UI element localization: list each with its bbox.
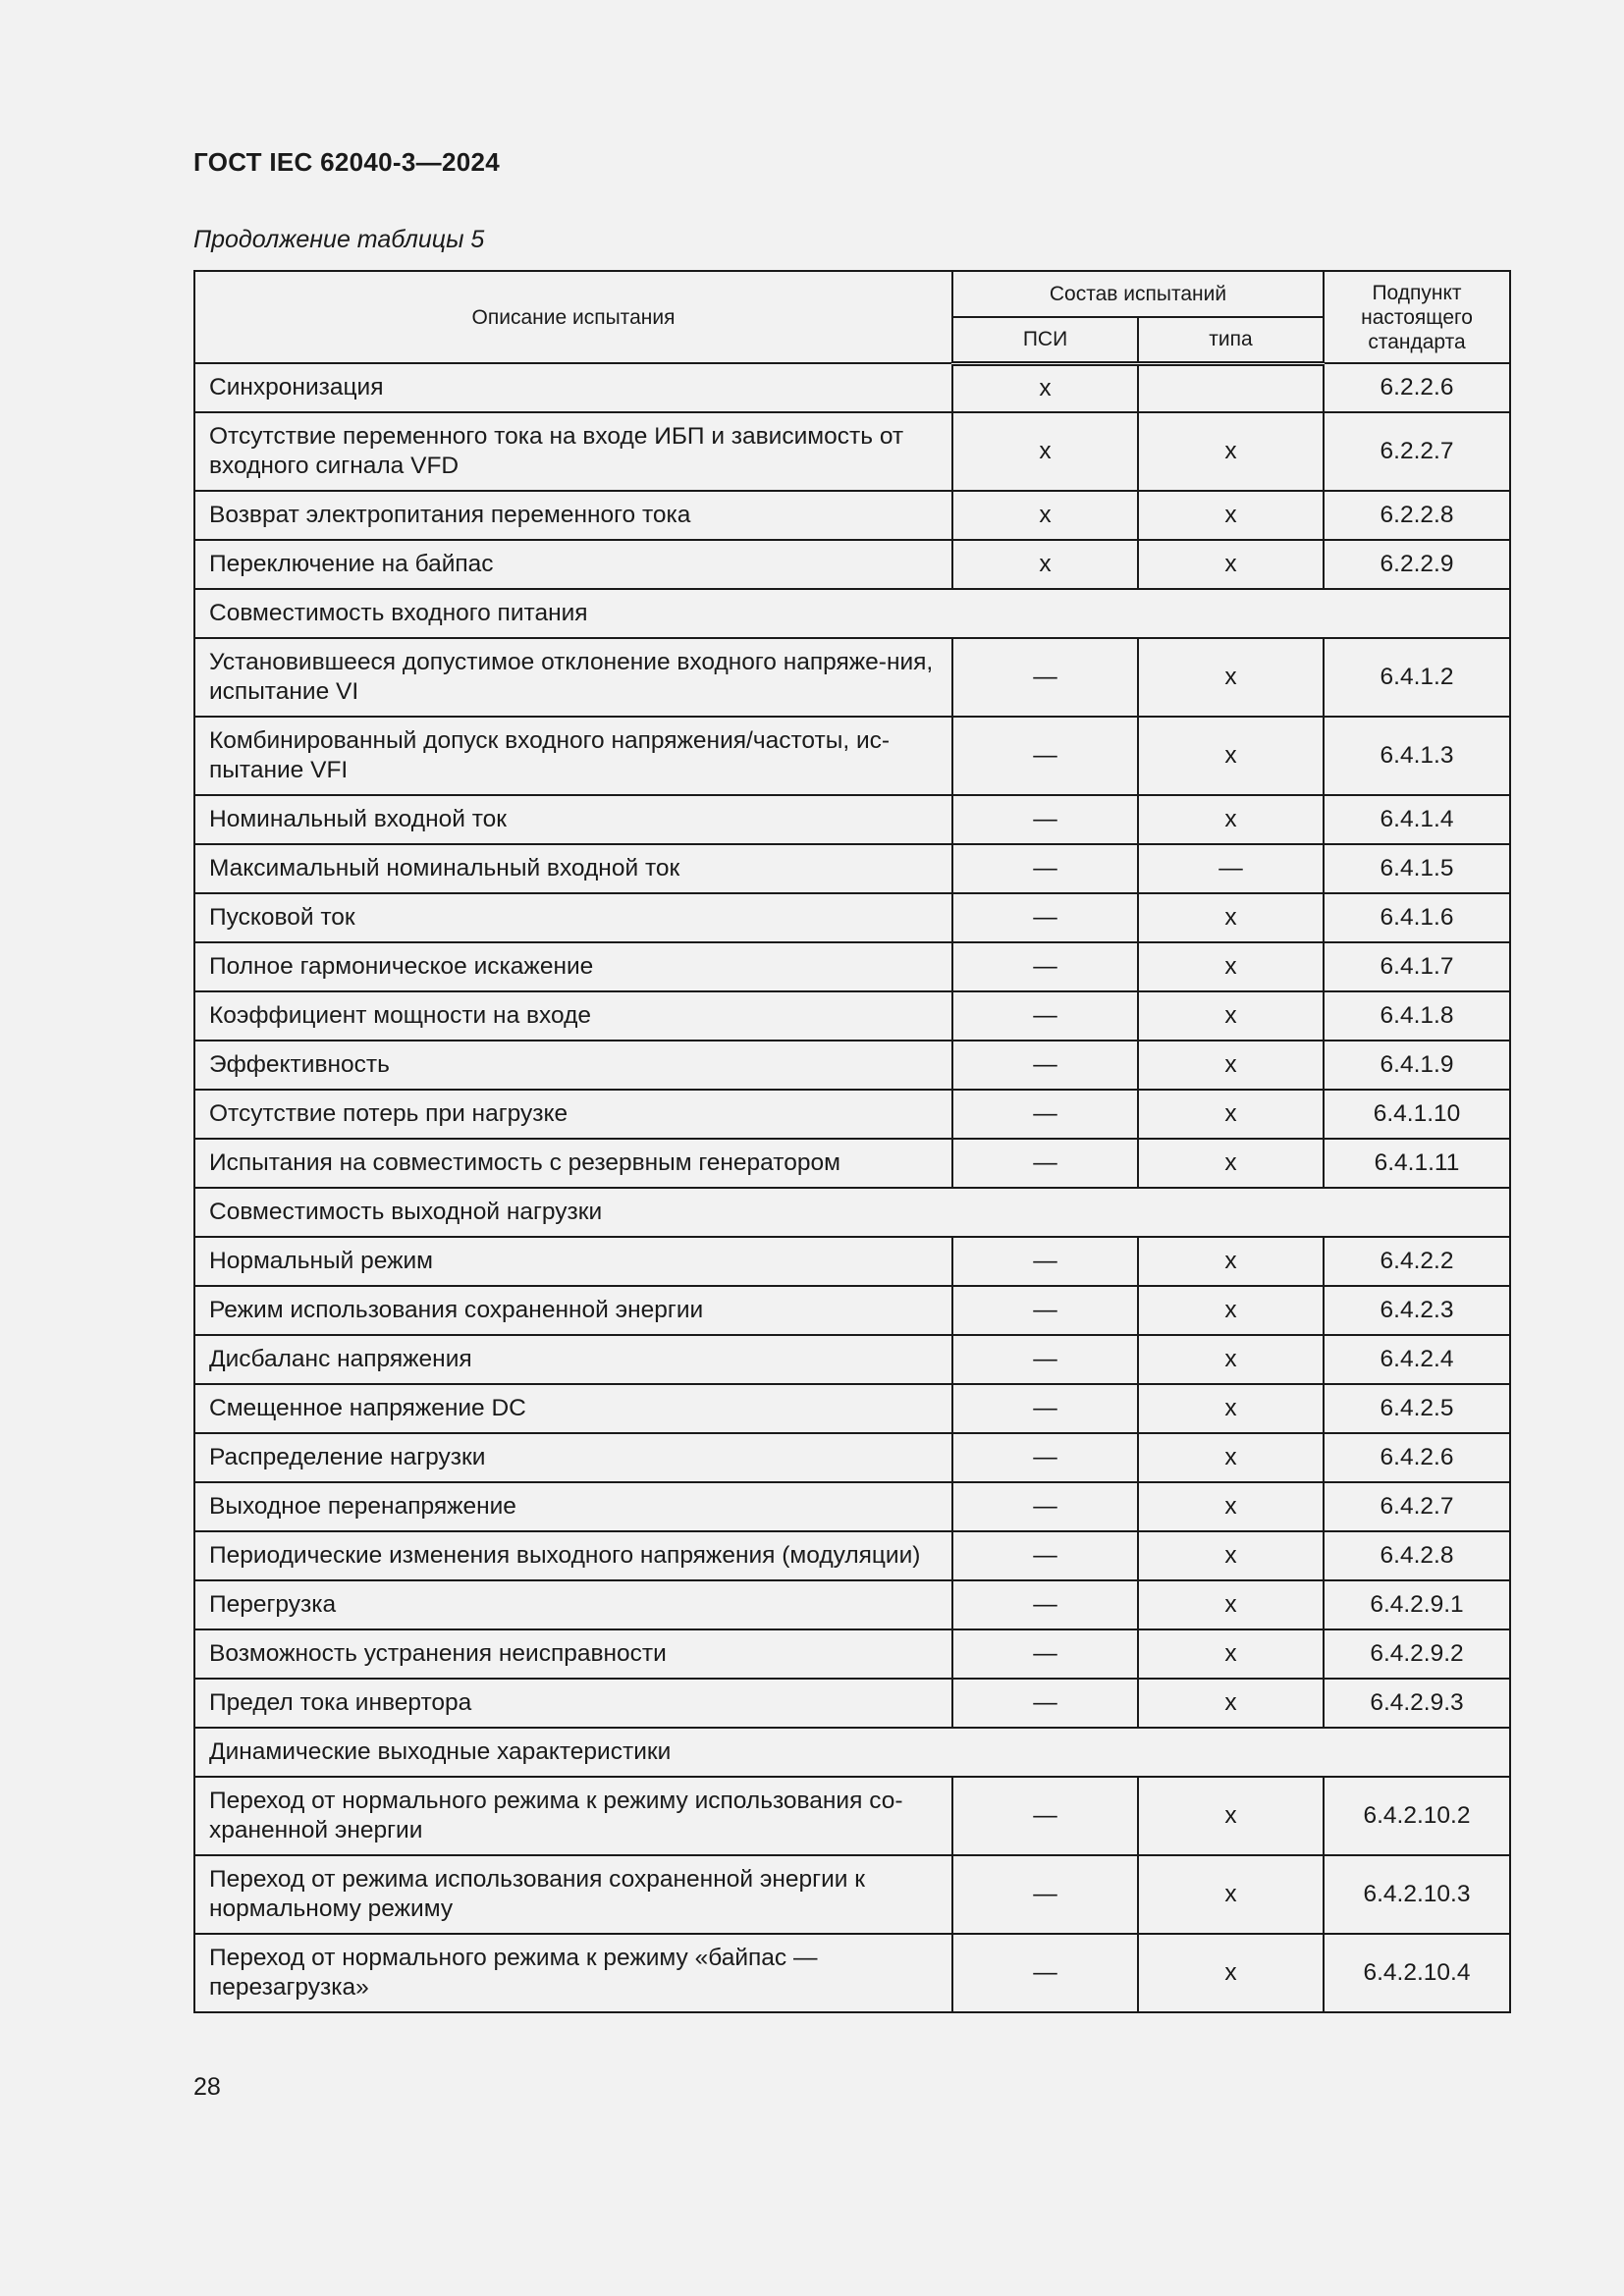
table-caption: Продолжение таблицы 5 [193,226,485,253]
cell-reference: 6.4.2.9.2 [1324,1629,1510,1679]
cell-description: Комбинированный допуск входного напряжения/частоты, ис-пытание VFI [194,717,952,795]
table-row [194,1482,1510,1531]
cell-reference: 6.4.1.9 [1324,1041,1510,1090]
cell-type: х [1138,638,1324,717]
cell-description: Переключение на байпас [194,540,952,589]
cell-reference: 6.4.1.3 [1324,717,1510,795]
cell-psi: — [952,991,1138,1041]
cell-type [1138,363,1324,412]
cell-psi: — [952,942,1138,991]
cell-type: х [1138,540,1324,589]
cell-description: Номинальный входной ток [194,795,952,844]
cell-psi: — [952,1679,1138,1728]
cell-type: х [1138,991,1324,1041]
cell-description: Полное гармоническое искажение [194,942,952,991]
cell-psi: — [952,1090,1138,1139]
cell-psi: — [952,1237,1138,1286]
cell-reference: 6.4.2.9.1 [1324,1580,1510,1629]
cell-type: х [1138,1237,1324,1286]
cell-reference: 6.4.2.7 [1324,1482,1510,1531]
column-header-psi: ПСИ [952,317,1138,363]
cell-type: х [1138,1335,1324,1384]
cell-description: Нормальный режим [194,1237,952,1286]
cell-description: Установившееся допустимое отклонение входного напряже-ния, испытание VI [194,638,952,717]
table-row [194,1855,1510,1934]
cell-type: х [1138,1286,1324,1335]
column-header-composition: Состав испытаний [952,271,1324,317]
cell-psi: — [952,1855,1138,1934]
cell-type: х [1138,1433,1324,1482]
cell-psi: — [952,893,1138,942]
cell-type: х [1138,1139,1324,1188]
cell-psi: х [952,363,1138,412]
section-row [194,1188,1510,1237]
table-row [194,540,1510,589]
table-row [194,844,1510,893]
table-row [194,717,1510,795]
cell-reference: 6.4.1.6 [1324,893,1510,942]
cell-type: х [1138,1384,1324,1433]
table-row [194,1531,1510,1580]
cell-psi: х [952,540,1138,589]
cell-reference: 6.4.1.5 [1324,844,1510,893]
cell-reference: 6.4.1.10 [1324,1090,1510,1139]
cell-psi: — [952,1335,1138,1384]
cell-type: х [1138,893,1324,942]
cell-type: х [1138,1855,1324,1934]
cell-description: Отсутствие переменного тока на входе ИБП и зависимость от входного сигнала VFD [194,412,952,491]
cell-psi: — [952,638,1138,717]
cell-type: х [1138,1090,1324,1139]
cell-reference: 6.4.2.3 [1324,1286,1510,1335]
cell-reference: 6.4.2.10.4 [1324,1934,1510,2012]
cell-psi: — [952,795,1138,844]
cell-type: х [1138,1041,1324,1090]
cell-reference: 6.4.2.2 [1324,1237,1510,1286]
cell-reference: 6.4.1.8 [1324,991,1510,1041]
cell-type: х [1138,1679,1324,1728]
cell-psi: — [952,1777,1138,1855]
cell-description: Смещенное напряжение DC [194,1384,952,1433]
cell-description: Режим использования сохраненной энергии [194,1286,952,1335]
cell-reference: 6.4.2.4 [1324,1335,1510,1384]
section-row [194,589,1510,638]
cell-psi: — [952,1139,1138,1188]
cell-description: Периодические изменения выходного напряжения (модуляции) [194,1531,952,1580]
cell-description: Отсутствие потерь при нагрузке [194,1090,952,1139]
cell-description: Пусковой ток [194,893,952,942]
cell-reference: 6.2.2.6 [1324,363,1510,412]
cell-psi: — [952,1580,1138,1629]
tests-table [193,270,1511,2013]
cell-reference: 6.4.2.5 [1324,1384,1510,1433]
table-row [194,991,1510,1041]
cell-type: х [1138,1531,1324,1580]
cell-type: х [1138,491,1324,540]
table-row [194,1335,1510,1384]
table-row [194,491,1510,540]
cell-description: Выходное перенапряжение [194,1482,952,1531]
table-row [194,1090,1510,1139]
cell-reference: 6.4.2.10.3 [1324,1855,1510,1934]
cell-reference: 6.4.1.7 [1324,942,1510,991]
cell-description: Возврат электропитания переменного тока [194,491,952,540]
cell-type: х [1138,1934,1324,2012]
cell-reference: 6.4.2.8 [1324,1531,1510,1580]
table-row [194,638,1510,717]
cell-description: Перегрузка [194,1580,952,1629]
page-number: 28 [193,2073,221,2101]
cell-psi: — [952,844,1138,893]
table-row [194,1433,1510,1482]
cell-description: Эффективность [194,1041,952,1090]
table-row [194,1384,1510,1433]
table-row [194,893,1510,942]
cell-reference: 6.4.1.2 [1324,638,1510,717]
table-row [194,1580,1510,1629]
section-title: Совместимость выходной нагрузки [194,1188,1510,1237]
table-row [194,1679,1510,1728]
cell-reference: 6.2.2.9 [1324,540,1510,589]
cell-description: Переход от режима использования сохраненной энергии к нормальному режиму [194,1855,952,1934]
table-row [194,1934,1510,2012]
cell-reference: 6.4.2.10.2 [1324,1777,1510,1855]
cell-description: Возможность устранения неисправности [194,1629,952,1679]
table-row [194,795,1510,844]
cell-type: х [1138,795,1324,844]
cell-description: Максимальный номинальный входной ток [194,844,952,893]
table-row [194,1041,1510,1090]
cell-description: Дисбаланс напряжения [194,1335,952,1384]
section-row [194,1728,1510,1777]
cell-reference: 6.4.1.11 [1324,1139,1510,1188]
cell-description: Переход от нормального режима к режиму «байпас — перезагрузка» [194,1934,952,2012]
table-row [194,1139,1510,1188]
table-body [194,363,1510,2012]
cell-type: х [1138,1580,1324,1629]
cell-description: Переход от нормального режима к режиму использования со-храненной энергии [194,1777,952,1855]
cell-type: х [1138,1629,1324,1679]
section-title: Динамические выходные характеристики [194,1728,1510,1777]
cell-description: Распределение нагрузки [194,1433,952,1482]
cell-type: х [1138,412,1324,491]
column-header-reference: Подпункт настоящего стандарта [1324,271,1510,363]
cell-psi: — [952,1384,1138,1433]
document-title: ГОСТ IEC 62040-3—2024 [193,147,500,177]
cell-type: — [1138,844,1324,893]
cell-type: х [1138,942,1324,991]
table-row [194,1777,1510,1855]
cell-reference: 6.2.2.7 [1324,412,1510,491]
cell-psi: — [952,1433,1138,1482]
column-header-type: типа [1138,317,1324,363]
cell-reference: 6.4.1.4 [1324,795,1510,844]
table-row [194,412,1510,491]
cell-type: х [1138,717,1324,795]
table-row [194,1237,1510,1286]
cell-reference: 6.4.2.6 [1324,1433,1510,1482]
cell-type: х [1138,1482,1324,1531]
cell-description: Коэффициент мощности на входе [194,991,952,1041]
cell-psi: х [952,412,1138,491]
cell-psi: — [952,1286,1138,1335]
cell-type: х [1138,1777,1324,1855]
column-header-description: Описание испытания [194,271,952,363]
table-row [194,1629,1510,1679]
section-title: Совместимость входного питания [194,589,1510,638]
cell-psi: — [952,1041,1138,1090]
cell-reference: 6.4.2.9.3 [1324,1679,1510,1728]
cell-description: Синхронизация [194,363,952,412]
cell-psi: — [952,1934,1138,2012]
cell-psi: х [952,491,1138,540]
table-row [194,363,1510,412]
cell-description: Предел тока инвертора [194,1679,952,1728]
cell-psi: — [952,717,1138,795]
cell-reference: 6.2.2.8 [1324,491,1510,540]
cell-description: Испытания на совместимость с резервным генератором [194,1139,952,1188]
cell-psi: — [952,1629,1138,1679]
cell-psi: — [952,1482,1138,1531]
table-row [194,1286,1510,1335]
table-row [194,942,1510,991]
cell-psi: — [952,1531,1138,1580]
